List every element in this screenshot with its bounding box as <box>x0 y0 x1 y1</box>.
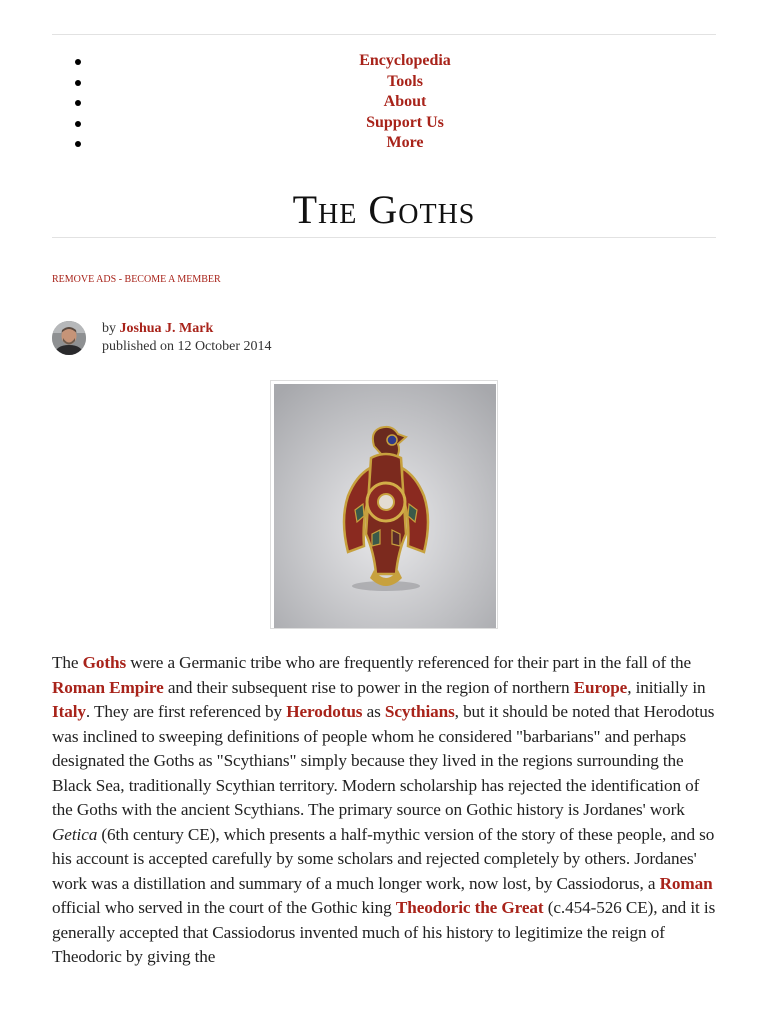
article-text: and their subsequent rise to power in the region of northern <box>163 677 574 697</box>
main-nav <box>52 51 758 154</box>
nav-link-tools[interactable]: Tools <box>387 72 423 90</box>
nav-link-more[interactable]: More <box>386 134 424 152</box>
article-text: official who served in the court of the Gothic king <box>52 898 396 917</box>
ad-link-separator: - <box>116 274 125 285</box>
author-portrait-icon <box>52 321 86 355</box>
link-europe[interactable]: Europe <box>573 677 628 697</box>
link-italy[interactable]: Italy <box>52 702 86 721</box>
nav-link-encyclopedia[interactable]: Encyclopedia <box>359 52 451 69</box>
nav-link-about[interactable]: About <box>383 93 427 111</box>
title-divider <box>52 237 716 238</box>
bullet-icon <box>75 59 81 65</box>
link-goths[interactable]: Goths <box>82 653 127 672</box>
page-title: The Goths <box>292 187 476 232</box>
link-scythians[interactable]: Scythians <box>384 702 455 721</box>
article-text: , initially in <box>627 677 706 697</box>
getica-title: Getica <box>52 824 98 844</box>
publish-date: published on 12 October 2014 <box>102 339 272 354</box>
bullet-icon <box>75 100 81 106</box>
nav-item-support-us <box>52 113 758 134</box>
eagle-fibula-image <box>274 384 496 628</box>
link-herodotus[interactable]: Herodotus <box>286 702 363 721</box>
article-text: (c.454-526 CE), and it is generally accepted that Cassiodorus invented much of his history to legitimize the reign of Theodoric by giving the <box>52 898 716 966</box>
nav-link-support-us[interactable]: Support Us <box>366 113 444 131</box>
author-name-link[interactable]: Joshua J. Mark <box>119 321 214 336</box>
author-byline <box>102 320 272 356</box>
link-roman[interactable]: Roman <box>659 873 713 893</box>
link-theodoric-the-great[interactable]: Theodoric the Great <box>395 898 544 917</box>
article-body <box>52 651 716 970</box>
article-text: were a Germanic tribe who are frequently referenced for their part in the fall of the <box>126 653 692 672</box>
article-text: . They are first referenced by <box>85 702 287 721</box>
top-divider <box>52 34 716 35</box>
by-label: by <box>102 321 120 336</box>
author-avatar[interactable] <box>52 321 86 355</box>
nav-item-more <box>52 133 758 154</box>
nav-item-about <box>52 92 758 113</box>
link-roman-empire[interactable]: Roman Empire <box>52 677 164 697</box>
article-text: , but it should be noted that Herodotus was inclined to sweeping definitions of people whom he considered "barbarians" and perhaps designated the Goths as "Scythians" simply because they lived in the regions surrounding the Black Sea, traditionally Scythian territory. Modern scholarship has rejected the identification of the Goths with the ancient Scythians. The primary source on Gothic history is Jordanes' work <box>52 702 715 819</box>
become-member-link[interactable]: BECOME A MEMBER <box>124 274 221 285</box>
ad-links <box>52 273 221 286</box>
bullet-icon <box>75 141 81 147</box>
nav-item-tools <box>52 72 758 93</box>
article-text: The <box>52 653 83 672</box>
article-image[interactable] <box>270 380 498 629</box>
remove-ads-link[interactable]: REMOVE ADS <box>52 274 117 285</box>
nav-item-encyclopedia <box>52 51 758 72</box>
bullet-icon <box>75 121 81 127</box>
bullet-icon <box>75 80 81 86</box>
article-text: (6th century CE), which presents a half-mythic version of the story of these people, and so his account is accepted carefully by some scholars and rejected completely by others. Jordanes' work was a distillation and summary of a much longer work, now lost, by Cassiodorus, a <box>52 824 715 893</box>
article-text: as <box>362 702 385 721</box>
